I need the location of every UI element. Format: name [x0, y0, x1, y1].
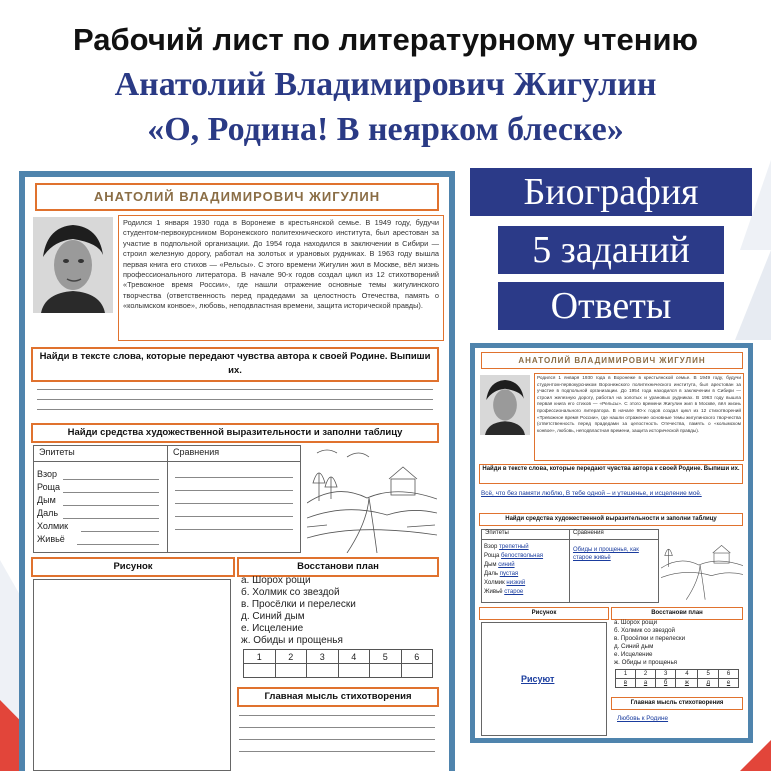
plan-order-table — [243, 649, 433, 678]
plan-number: 2 — [275, 650, 307, 664]
word-answer-row — [484, 580, 525, 586]
col-epithets: Эпитеты — [39, 447, 75, 457]
word-label: Холмик — [37, 521, 69, 531]
task-drawing: Рисунок — [31, 557, 235, 577]
task-expressive-means: Найди средства художественной выразительности и заполни таблицу — [31, 423, 439, 443]
col-epithets: Эпитеты — [485, 530, 509, 536]
word-answer-row — [484, 571, 518, 577]
plan-order-answer: е — [718, 679, 738, 688]
word-answer-row — [484, 589, 523, 595]
answer-line — [175, 503, 293, 504]
word-label: Роща — [37, 482, 61, 492]
drawing-area — [33, 579, 231, 771]
answer-line — [63, 479, 159, 480]
plan-item: в. Просёлки и перелески — [241, 599, 356, 610]
plan-number: 6 — [401, 650, 433, 664]
plan-number: 3 — [656, 670, 676, 679]
answer-line — [37, 399, 433, 400]
answer-line — [63, 518, 159, 519]
plan-answer-cell — [307, 664, 339, 678]
poem-title: «О, Родина! В неярком блеске» — [147, 111, 624, 148]
sheet-header: АНАТОЛИЙ ВЛАДИМИРОВИЧ ЖИГУЛИН — [35, 183, 439, 211]
plan-order-answer: в — [616, 679, 636, 688]
word-label: Дым — [37, 495, 56, 505]
epithet-answer: синий — [498, 562, 515, 568]
epithet-answer: низкий — [506, 580, 526, 586]
answers-task-feelings: Найди в тексте слова, которые передают чувства автора к своей Родине. Выпиши их. — [479, 464, 743, 484]
landscape-illustration-small — [661, 528, 743, 602]
answers-header: АНАТОЛИЙ ВЛАДИМИРОВИЧ ЖИГУЛИН — [481, 352, 743, 369]
main-idea-answer: Любовь к Родине — [617, 715, 669, 722]
plan-number: 1 — [616, 670, 636, 679]
answer-line — [239, 727, 435, 728]
epithet-answer: трепетный — [499, 544, 529, 550]
answers-task-plan: Восстанови план — [611, 607, 743, 620]
word-label: Даль — [484, 571, 499, 577]
answers-plan-table — [615, 669, 739, 688]
plan-item: е. Исцеление — [614, 651, 653, 658]
epithet-answer: старое — [504, 589, 524, 595]
task-restore-plan: Восстанови план — [237, 557, 439, 577]
table-divider — [481, 539, 659, 540]
answer-line — [175, 490, 293, 491]
biography-text: Родился 1 января 1930 года в Воронеже в крестьянской семье. В 1949 году, будучи студентом-первокурсником Воронежского политехнического института, был арестован за участие в подпольной организации. До 1954 года находился в заключении в Сибири — строил железную дорогу, работал на золотых и урановых рудниках. В 1963 году вышла первая книга его стихов — «Рельсы». С этого времени Жигулин жил в Москве, вёл жизнь профессионального литератора. В начале 90-х годов создал цикл из 12 стихотворений «Тревожное время России», где нашли отражение основные темы жигулинского творчества (ответственность перед прадедами за целостность Отечества, память о «колымском конвое», любовь, неподвластная времени, защита исторической правды). — [118, 215, 444, 341]
plan-item: а. Шорох рощи — [241, 575, 311, 586]
word-label: Даль — [37, 508, 59, 518]
tag-biography: Биография — [470, 168, 752, 216]
answer-line — [175, 529, 293, 530]
plan-number: 4 — [676, 670, 698, 679]
plan-order-answer: а — [636, 679, 656, 688]
word-label: Взор — [484, 544, 498, 550]
tag-answers: Ответы — [498, 282, 724, 330]
drawing-answer: Рисуют — [521, 674, 555, 684]
col-comparisons: Сравнения — [573, 530, 604, 536]
plan-answer-cell — [401, 664, 433, 678]
plan-number: 3 — [307, 650, 339, 664]
table-divider — [569, 529, 570, 603]
answers-task-drawing: Рисунок — [479, 607, 609, 620]
answer-line — [63, 505, 159, 506]
worksheet-title: Рабочий лист по литературному чтению — [73, 22, 698, 57]
plan-order-answer: д — [698, 679, 719, 688]
answer-line — [239, 751, 435, 752]
plan-item: в. Просёлки и перелески — [614, 635, 686, 642]
task-main-idea: Главная мысль стихотворения — [237, 687, 439, 707]
answer-line — [63, 492, 159, 493]
word-label: Роща — [484, 553, 500, 559]
word-label: Дым — [484, 562, 497, 568]
answers-page — [475, 348, 748, 738]
plan-number: 1 — [244, 650, 276, 664]
answer-line — [81, 531, 159, 532]
plan-item: ж. Обиды и прощенья — [614, 659, 678, 666]
plan-item: д. Синий дым — [614, 643, 654, 650]
answer-line — [239, 715, 435, 716]
plan-number: 2 — [636, 670, 656, 679]
plan-number: 5 — [698, 670, 719, 679]
answer-line — [175, 516, 293, 517]
plan-answer-cell — [370, 664, 402, 678]
word-answer-row — [484, 544, 529, 550]
comparison-answer: Обиды и прощенья, как старое живьё — [573, 547, 639, 561]
answers-biography: Родился 1 января 1930 года в Воронеже в крестьянской семье. В 1949 году, будучи студентом-первокурсником Воронежского политехнического института, был арестован за участие в подпольной организации. До 1954 года находился в заключении в Сибири — строил железную дорогу, работал на золотых и урановых рудниках. В 1963 году вышла первая книга его стихов — «Рельсы». С этого времени Жигулин жил в Москве, вёл жизнь профессионального литератора. В начале 90-х годов создал цикл из 12 стихотворений «Тревожное время России», где нашли отражение основные темы жигулинского творчества (ответственность перед прадедами за целостность Отечества, память о «колымском конвое», любовь, неподвластная времени, защита исторической правды). — [534, 373, 744, 461]
word-label: Живьё — [37, 534, 65, 544]
plan-item: ж. Обиды и прощенья — [241, 635, 343, 646]
task-feelings: Найди в тексте слова, которые передают чувства автора к своей Родине. Выпиши их. — [31, 347, 439, 382]
plan-number: 6 — [718, 670, 738, 679]
plan-answer-cell — [275, 664, 307, 678]
plan-item: б. Холмик со звездой — [614, 627, 675, 634]
col-comparisons: Сравнения — [173, 447, 220, 457]
word-label: Живьё — [484, 589, 503, 595]
word-answer-row — [484, 562, 515, 568]
answer-line — [239, 739, 435, 740]
plan-number: 4 — [338, 650, 370, 664]
plan-order-answer: б — [656, 679, 676, 688]
answers-task-expressive: Найди средства художественной выразительности и заполни таблицу — [479, 513, 743, 526]
plan-item: а. Шорох рощи — [614, 619, 658, 626]
answer-line — [37, 389, 433, 390]
plan-item: е. Исцеление — [241, 623, 304, 634]
epithet-answer: белоствольная — [501, 553, 544, 559]
answers-task-main-idea: Главная мысль стихотворения — [611, 697, 743, 710]
author-portrait-small — [480, 374, 530, 436]
author-title: Анатолий Владимирович Жигулин — [114, 66, 657, 103]
plan-item: д. Синий дым — [241, 611, 305, 622]
plan-number: 5 — [370, 650, 402, 664]
plan-item: б. Холмик со звездой — [241, 587, 340, 598]
answer-feelings: Всё, что без памяти люблю, В тебе одной – и утешенье, и исцеление моё. — [481, 490, 702, 497]
word-answer-row — [484, 553, 543, 559]
tag-tasks: 5 заданий — [498, 226, 724, 274]
table-divider — [167, 445, 168, 553]
author-portrait — [33, 217, 113, 313]
answer-line — [175, 477, 293, 478]
answer-line — [77, 544, 159, 545]
word-label: Взор — [37, 469, 58, 479]
word-label: Холмик — [484, 580, 505, 586]
landscape-illustration — [307, 443, 437, 553]
plan-answer-cell — [338, 664, 370, 678]
plan-order-answer: ж — [676, 679, 698, 688]
worksheet-preview — [19, 171, 455, 771]
answers-preview — [470, 343, 753, 743]
worksheet-page — [25, 177, 449, 771]
epithet-answer: пустая — [499, 571, 519, 577]
plan-answer-cell — [244, 664, 276, 678]
answer-line — [37, 409, 433, 410]
